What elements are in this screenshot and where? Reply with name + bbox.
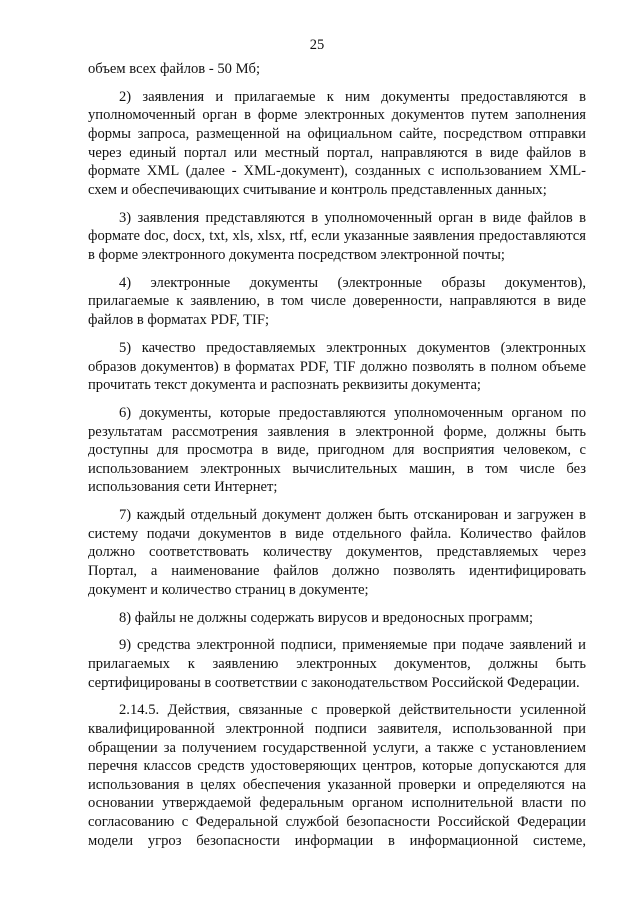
paragraph-item-7: 7) каждый отдельный документ должен быть отсканирован и загружен в систему подачи документов в виде отдельного файла. Количество файлов должно соответствовать количеству документов, представляемых через Портал, а наименование файлов должно позволять идентифицировать документ и количество страниц в документе; [88,507,586,598]
paragraph-continuation: объем всех файлов - 50 Мб; [88,61,261,77]
document-body [88,60,586,850]
paragraph-item-2: 2) заявления и прилагаемые к ним документы предоставляются в уполномоченный орган в форме электронных документов путем заполнения формы запроса, размещенной на официальном сайте, посредством отправки через единый портал или местный портал, направляются в виде файлов в формате XML (далее - XML-документ), созданных с использованием XML-схем и обеспечивающих считывание и контроль представленных данных; [88,88,586,198]
paragraph-section-2-14-5: 2.14.5. Действия, связанные с проверкой действительности усиленной квалифицированной электронной подписи заявителя, использованной при обращении за получением государственной услуги, а также с установлением перечня классов средств удостоверяющих центров, которые допускаются для использования в целях обеспечения указанной проверки и определяются на основании утверждаемой федеральным органом исполнительной власти по согласованию с Федеральной службой безопасности Российской Федерации модели угроз безопасности информации в информационной системе, [88,702,586,849]
paragraph-item-4: 4) электронные документы (электронные образы документов), прилагаемые к заявлению, в том числе доверенности, направляются в виде файлов в форматах PDF, TIF; [88,274,586,329]
paragraph-item-5: 5) качество предоставляемых электронных документов (электронных образов документов) в форматах PDF, TIF должно позволять в полном объеме прочитать текст документа и распознать реквизиты документа; [88,339,586,394]
page-number: 25 [309,37,325,53]
paragraph-item-6: 6) документы, которые предоставляются уполномоченным органом по результатам рассмотрения заявления в электронной форме, должны быть доступны для просмотра в виде, пригодном для восприятия человеком, с использованием электронных вычислительных машин, в том числе без использования сети Интернет; [88,404,586,496]
paragraph-item-3: 3) заявления представляются в уполномоченный орган в виде файлов в формате doc, docx, txt, xls, xlsx, rtf, если указанные заявления предоставляются в форме электронного документа посредством электронной почты; [88,209,586,263]
paragraph-item-9: 9) средства электронной подписи, применяемые при подаче заявлений и прилагаемых к заявлению электронных документов, должны быть сертифицированы в соответствии с законодательством Российской Федерации. [88,637,586,691]
paragraph-item-8: 8) файлы не должны содержать вирусов и вредоносных программ; [119,609,534,626]
